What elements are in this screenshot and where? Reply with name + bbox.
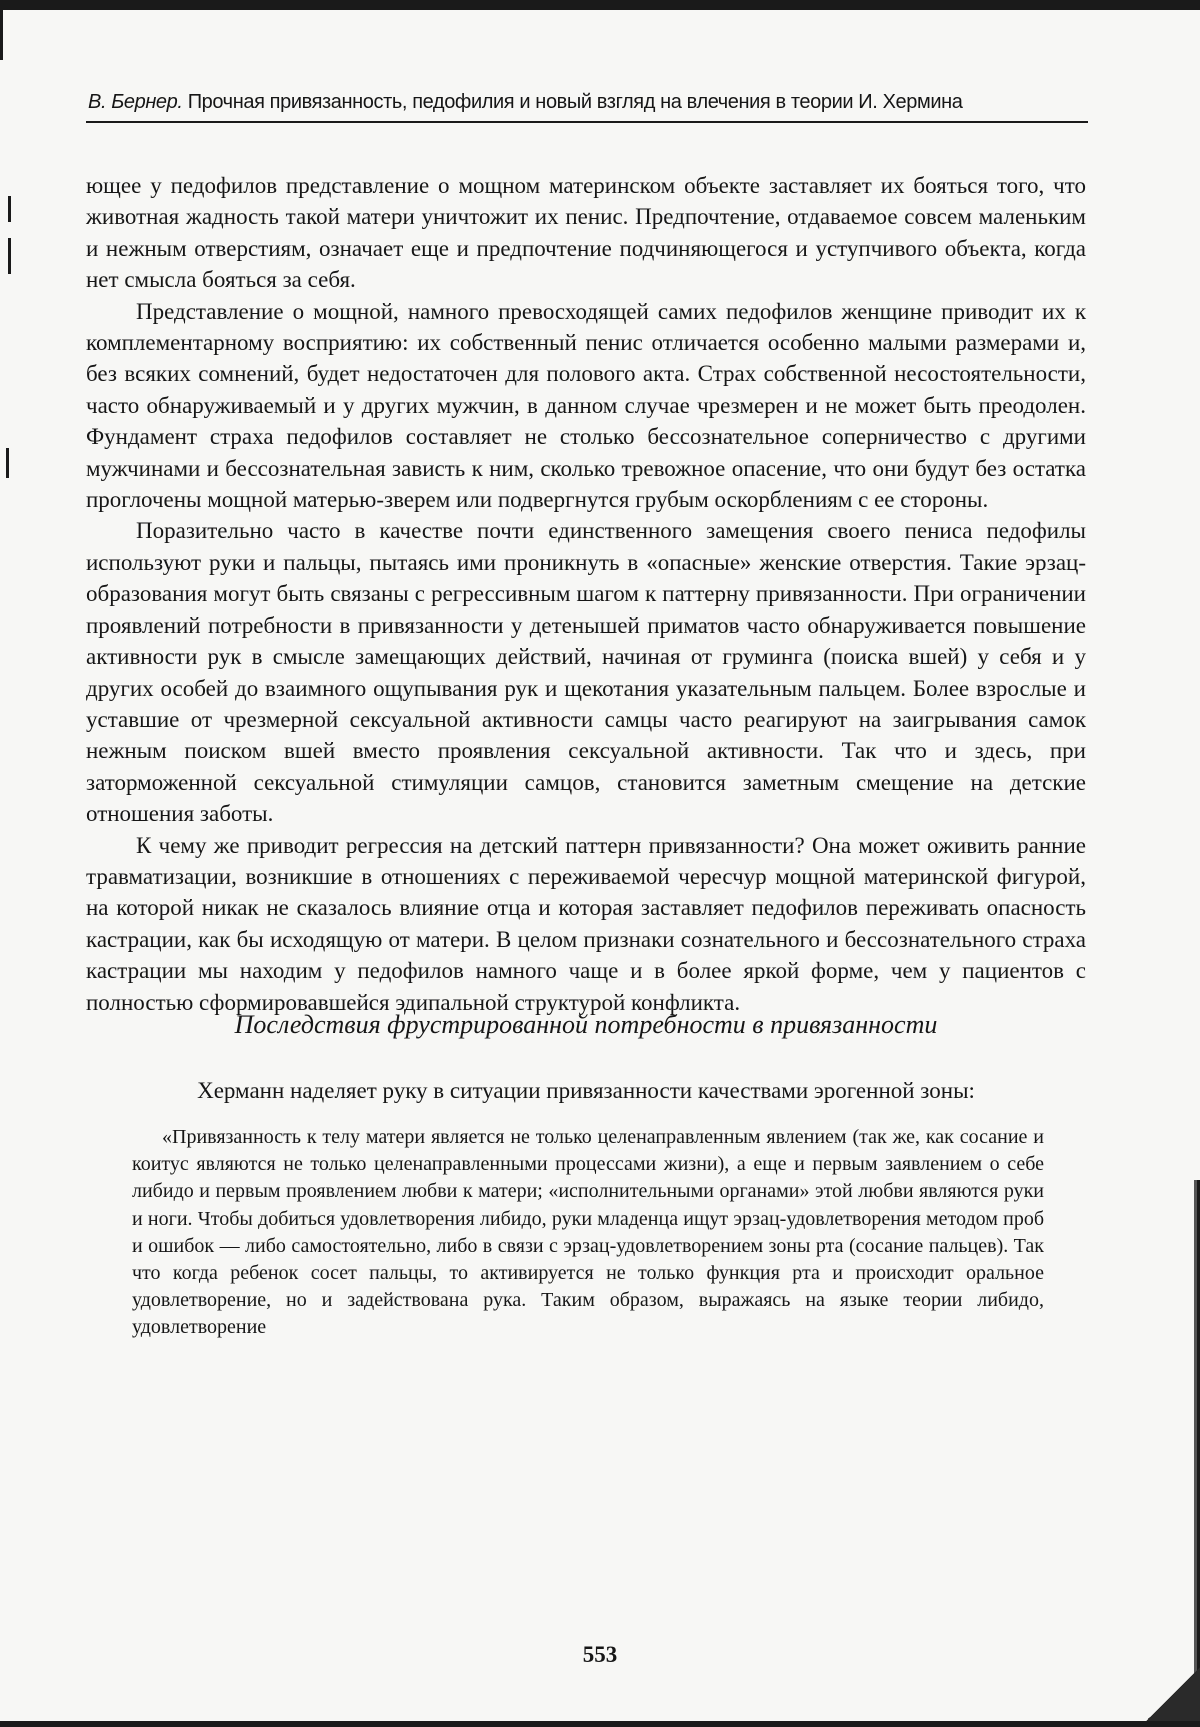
scan-margin-mark xyxy=(6,448,9,478)
header-title: Прочная привязанность, педофилия и новый взгляд на влечения в теории И. Хермина xyxy=(188,91,963,113)
scan-edge-bottom xyxy=(0,1721,1200,1727)
paragraph-2: Представление о мощной, намного превосходящей самих педофилов женщине приводит их к комплементарному восприятию: их собственный пенис отличается особенно малыми размерами и, без всяких сомнений, будет недостаточен для полового акта. Страх собственной несостоятельности, часто обнаруживаемый и у других мужчин, в данном случае чрезмерен и не может быть преодолен. Фундамент страха педофилов составляет не столько бессознательное соперничество с другими мужчинами и бессознательная зависть к ним, сколько тревожное опасение, что они будут без остатка проглочены мощной матерью-зверем или подвергнутся грубым оскорблениям с ее стороны. xyxy=(86,296,1086,516)
scan-margin-mark xyxy=(8,196,11,222)
body-text xyxy=(86,170,1086,1018)
paragraph-4: К чему же приводит регрессия на детский паттерн привязанности? Она может оживить ранние травматизации, возникшие в отношениях с переживаемой чересчур мощной материнской фигурой, на которой никак не сказалось влияние отца и которая заставляет педофилов переживать опасность кастрации, как бы исходящую от матери. В целом признаки сознательного и бессознательного страха кастрации мы находим у педофилов намного чаще и в более яркой форме, чем у пациентов с полностью сформировавшейся эдипальной структурой конфликта. xyxy=(86,830,1086,1018)
quotation-text: «Привязанность к телу матери является не только целенаправленным явлением (так же, как сосание и коитус являются не только целенаправленными процессами жизни), а еще и первым заявлением о себе либидо и первым проявлением любви к матери; «исполнительными органами» этой любви являются руки и ноги. Чтобы добиться удовлетворения либидо, руки младенца ищут эрзац-удовлетворения методом проб и ошибок — либо самостоятельно, либо в связи с эрзац-удовлетворением зоны рта (сосание пальцев). Так что когда ребенок сосет пальцы, то активируется не только функция рта и происходит оральное удовлетворение, но и задействована рука. Таким образом, выражаясь на языке теории либидо, удовлетворение xyxy=(132,1124,1044,1342)
section-heading: Последствия фрустрированной потребности в привязанности xyxy=(86,1008,1086,1042)
running-header xyxy=(88,88,1086,116)
scan-edge-top xyxy=(0,0,1200,10)
paragraph-1: ющее у педофилов представление о мощном материнском объекте заставляет их бояться того, что животная жадность такой матери уничтожит их пенис. Предпочтение, отдаваемое совсем маленьким и нежным отверстиям, означает еще и предпочтение подчиняющегося и уступчивого объекта, когда нет смысла бояться за себя. xyxy=(86,170,1086,296)
header-rule xyxy=(86,121,1088,123)
scan-corner xyxy=(1110,1667,1200,1727)
scan-edge-right xyxy=(1194,1180,1200,1727)
scan-margin-mark xyxy=(8,238,11,274)
header-author: В. Бернер. xyxy=(88,91,183,113)
page-number: 553 xyxy=(550,1642,650,1668)
scan-edge-left xyxy=(0,0,3,60)
paragraph-3: Поразительно часто в качестве почти единственного замещения своего пениса педофилы используют руки и пальцы, пытаясь ими проникнуть в «опасные» женские отверстия. Такие эрзац-образования могут быть связаны с регрессивным шагом к паттерну привязанности. При ограничении проявлений потребности в привязанности у детенышей приматов часто обнаруживается повышение активности рук в смысле замещающих действий, начиная от груминга (поиска вшей) у себя и у других особей до взаимного ощупывания рук и щекотания указательным пальцем. Более взрослые и уставшие от чрезмерной сексуальной активности самцы часто реагируют на заигрывания самок нежным поиском вшей вместо проявления сексуальной активности. Так что и здесь, при заторможенной сексуальной стимуляции самцов, становится заметным смещение на детские отношения заботы. xyxy=(86,515,1086,829)
quotation xyxy=(132,1124,1044,1342)
intro-line: Херманн наделяет руку в ситуации привязанности качествами эрогенной зоны: xyxy=(86,1075,1086,1106)
